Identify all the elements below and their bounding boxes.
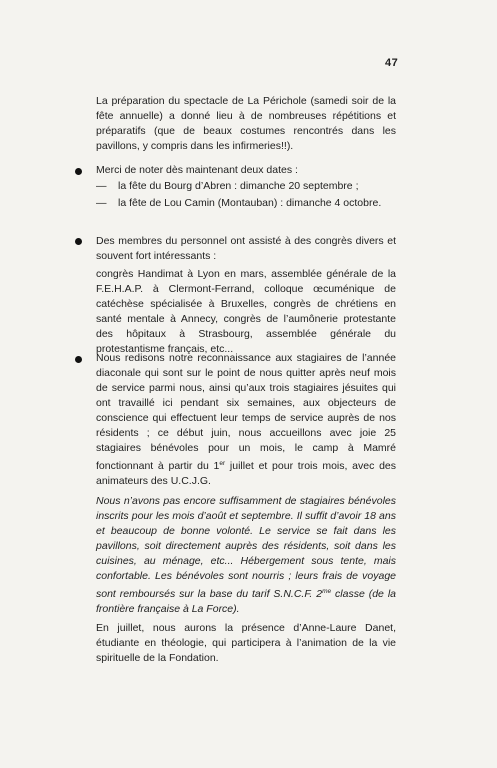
dash-marker: — bbox=[96, 197, 107, 209]
superscript: er bbox=[219, 460, 226, 467]
intro-section bbox=[96, 94, 396, 154]
congres-section bbox=[96, 234, 396, 357]
date-item-1 bbox=[96, 179, 396, 194]
stagiaires-text: Nous redisons notre reconnaissance aux stagiaires de l’année diaconale qui sont sur le point de nous quitter après neuf mois de service parmi nous, ainsi qu’aux trois stagiaires jésuites qui ont travaillé ici pendant six semaines, aux objecteurs de conscience qui effectuent leur temps de service auprès de nos résidents ; ce début juin, nous accueillons avec joie 25 stagiaires bénévoles pour un mois, le camp à Mamré fonctionnant à partir du 1 bbox=[96, 352, 396, 472]
stagiaires-section bbox=[96, 351, 396, 666]
bullet-icon bbox=[75, 238, 82, 245]
volunteer-call-text: Nous n’avons pas encore suffisamment de stagiaires bénévoles inscrits pour les mois d’août et septembre. Il suffit d’avoir 18 ans et beaucoup de bonne volonté. Le service se fait dans les pavillons, soit directement auprès des résidents, soit dans les cuisines, au ménage, etc... Hébergement sous tente, mais confortable. Les bénévoles sont nourris ; leurs frais de voyage sont remboursés sur la base du tarif S.N.C.F. 2 bbox=[96, 495, 396, 600]
stagiaires-text-end: juillet et pour trois mois, avec des animateurs des U.C.J.G. bbox=[96, 460, 396, 487]
stagiaires-paragraph bbox=[96, 351, 396, 489]
bullet-icon bbox=[75, 168, 82, 175]
volunteer-call-text-end: classe (de la frontière française à La Force). bbox=[96, 588, 396, 615]
date-item-2 bbox=[96, 196, 396, 211]
dates-section bbox=[96, 163, 396, 178]
superscript: me bbox=[322, 588, 332, 595]
page-number: 47 bbox=[385, 57, 399, 69]
bullet-icon bbox=[75, 356, 82, 363]
congres-lead: Des membres du personnel ont assisté à des congrès divers et souvent fort intéressants : bbox=[96, 235, 396, 262]
dates-lead: Merci de noter dès maintenant deux dates : bbox=[96, 164, 298, 176]
dash-marker: — bbox=[96, 180, 107, 192]
date-item-text: la fête du Bourg d’Abren : dimanche 20 septembre ; bbox=[118, 180, 359, 192]
july-paragraph: En juillet, nous aurons la présence d’Anne-Laure Danet, étudiante en théologie, qui participera à l’animation de la vie spirituelle de la Fondation. bbox=[96, 622, 396, 664]
date-item-text: la fête de Lou Camin (Montauban) : dimanche 4 octobre. bbox=[118, 197, 382, 209]
congres-list: congrès Handimat à Lyon en mars, assemblée générale de la F.E.H.A.P. à Clermont-Ferrand, colloque œcuménique de catéchèse spécialisée à Bruxelles, congrès de chrétiens en santé mentale à Annecy, congrès de l’aumônerie protestante des hôpitaux à Strasbourg, assemblée générale du protestantisme français, etc... bbox=[96, 268, 396, 355]
intro-paragraph: La préparation du spectacle de La Périchole (samedi soir de la fête annuelle) a donné lieu à de nombreuses répétitions et préparatifs (que de beaux costumes rencontrés dans les pavillons, y compris dans les infirmeries!!). bbox=[96, 95, 396, 152]
volunteer-call-paragraph bbox=[96, 494, 396, 617]
